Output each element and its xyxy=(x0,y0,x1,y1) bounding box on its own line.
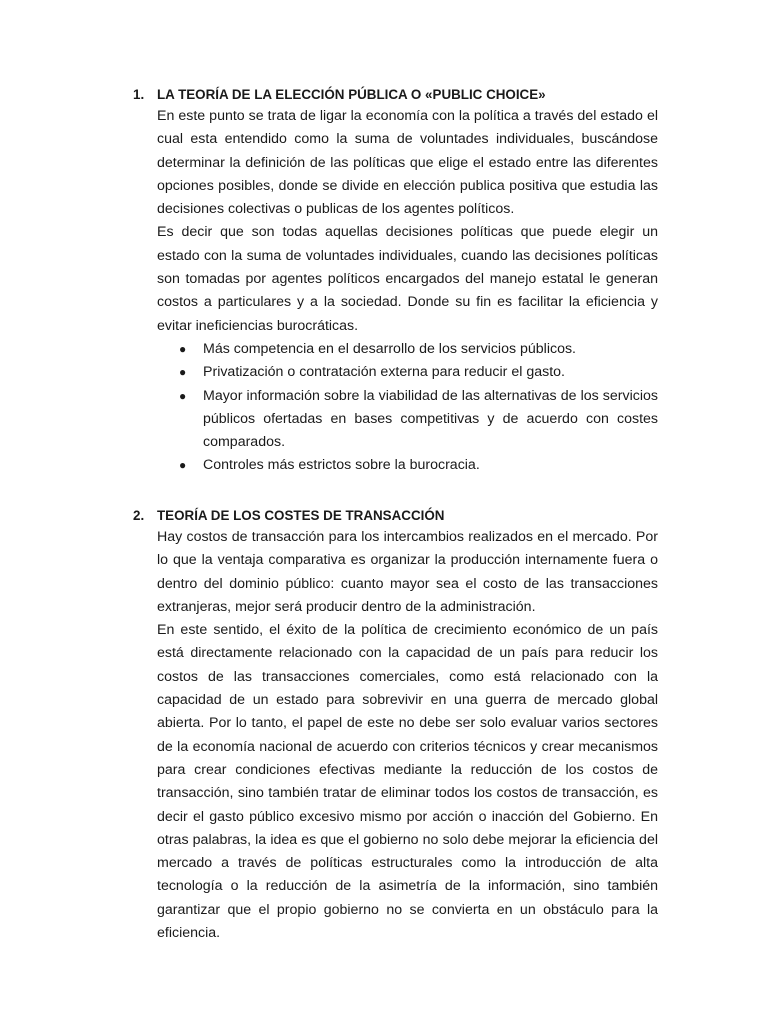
paragraph: En este sentido, el éxito de la política de crecimiento económico de un país está directamente relacionado con la capacidad de un país para reducir los costos de las transacciones comerciales, como está relacionado con la capacidad de un estado para sobrevivir en una guerra de mercado global abierta. Por lo tanto, el papel de este no debe ser solo evaluar varios sectores de la economía nacional de acuerdo con criterios técnicos y crear mecanismos para crear condiciones efectivas mediante la reducción de los costos de transacción, sino también tratar de eliminar todos los costos de transacción, es decir el gasto público excesivo mismo por acción o inacción del Gobierno. En otras palabras, la idea es que el gobierno no solo debe mejorar la eficiencia del mercado a través de políticas estructurales como la introducción de alta tecnología o la reducción de la asimetría de la información, sino también garantizar que el propio gobierno no se convierta en un obstáculo para la eficiencia. xyxy=(157,622,658,942)
list-item xyxy=(179,361,658,384)
bullet-list xyxy=(157,338,658,478)
section-title: LA TEORÍA DE LA ELECCIÓN PÚBLICA O «PUBLIC CHOICE» xyxy=(157,87,546,102)
list-item-text: Mayor información sobre la viabilidad de las alternativas de los servicios públicos ofertadas en bases competitivas y de acuerdo con costes comparados. xyxy=(203,387,658,451)
list-item xyxy=(179,454,658,477)
section-heading xyxy=(133,505,658,526)
bullet-icon: ● xyxy=(179,388,187,403)
bullet-icon: ● xyxy=(179,341,187,356)
section-body xyxy=(157,105,658,478)
section-number: 2. xyxy=(133,508,145,523)
section-transaction-costs xyxy=(133,505,658,945)
list-item xyxy=(179,338,658,361)
list-item xyxy=(179,385,658,455)
section-heading xyxy=(133,84,658,105)
list-item-text: Controles más estrictos sobre la burocracia. xyxy=(203,457,480,474)
section-body xyxy=(157,526,658,945)
list-item-text: Privatización o contratación externa para reducir el gasto. xyxy=(203,364,565,381)
paragraph: En este punto se trata de ligar la economía con la política a través del estado el cual esta entendido como la suma de voluntades individuales, buscándose determinar la definición de las políticas que elige el estado entre las diferentes opciones posibles, donde se divide en elección publica positiva que estudia las decisiones colectivas o publicas de los agentes políticos. xyxy=(157,108,658,218)
paragraph: Es decir que son todas aquellas decisiones políticas que puede elegir un estado con la suma de voluntades individuales, cuando las decisiones políticas son tomadas por agentes políticos encargados del manejo estatal le generan costos a particulares y a la sociedad. Donde su fin es facilitar la eficiencia y evitar ineficiencias burocráticas. xyxy=(157,224,658,334)
bullet-icon: ● xyxy=(179,365,187,380)
list-item-text: Más competencia en el desarrollo de los servicios públicos. xyxy=(203,340,576,357)
bullet-icon: ● xyxy=(179,458,187,473)
section-number: 1. xyxy=(133,87,145,102)
section-public-choice xyxy=(133,84,658,478)
section-title: TEORÍA DE LOS COSTES DE TRANSACCIÓN xyxy=(157,508,445,523)
paragraph: Hay costos de transacción para los intercambios realizados en el mercado. Por lo que la ventaja comparativa es organizar la producción internamente fuera o dentro del dominio público: cuanto mayor sea el costo de las transacciones extranjeras, mejor será producir dentro de la administración. xyxy=(157,529,658,615)
